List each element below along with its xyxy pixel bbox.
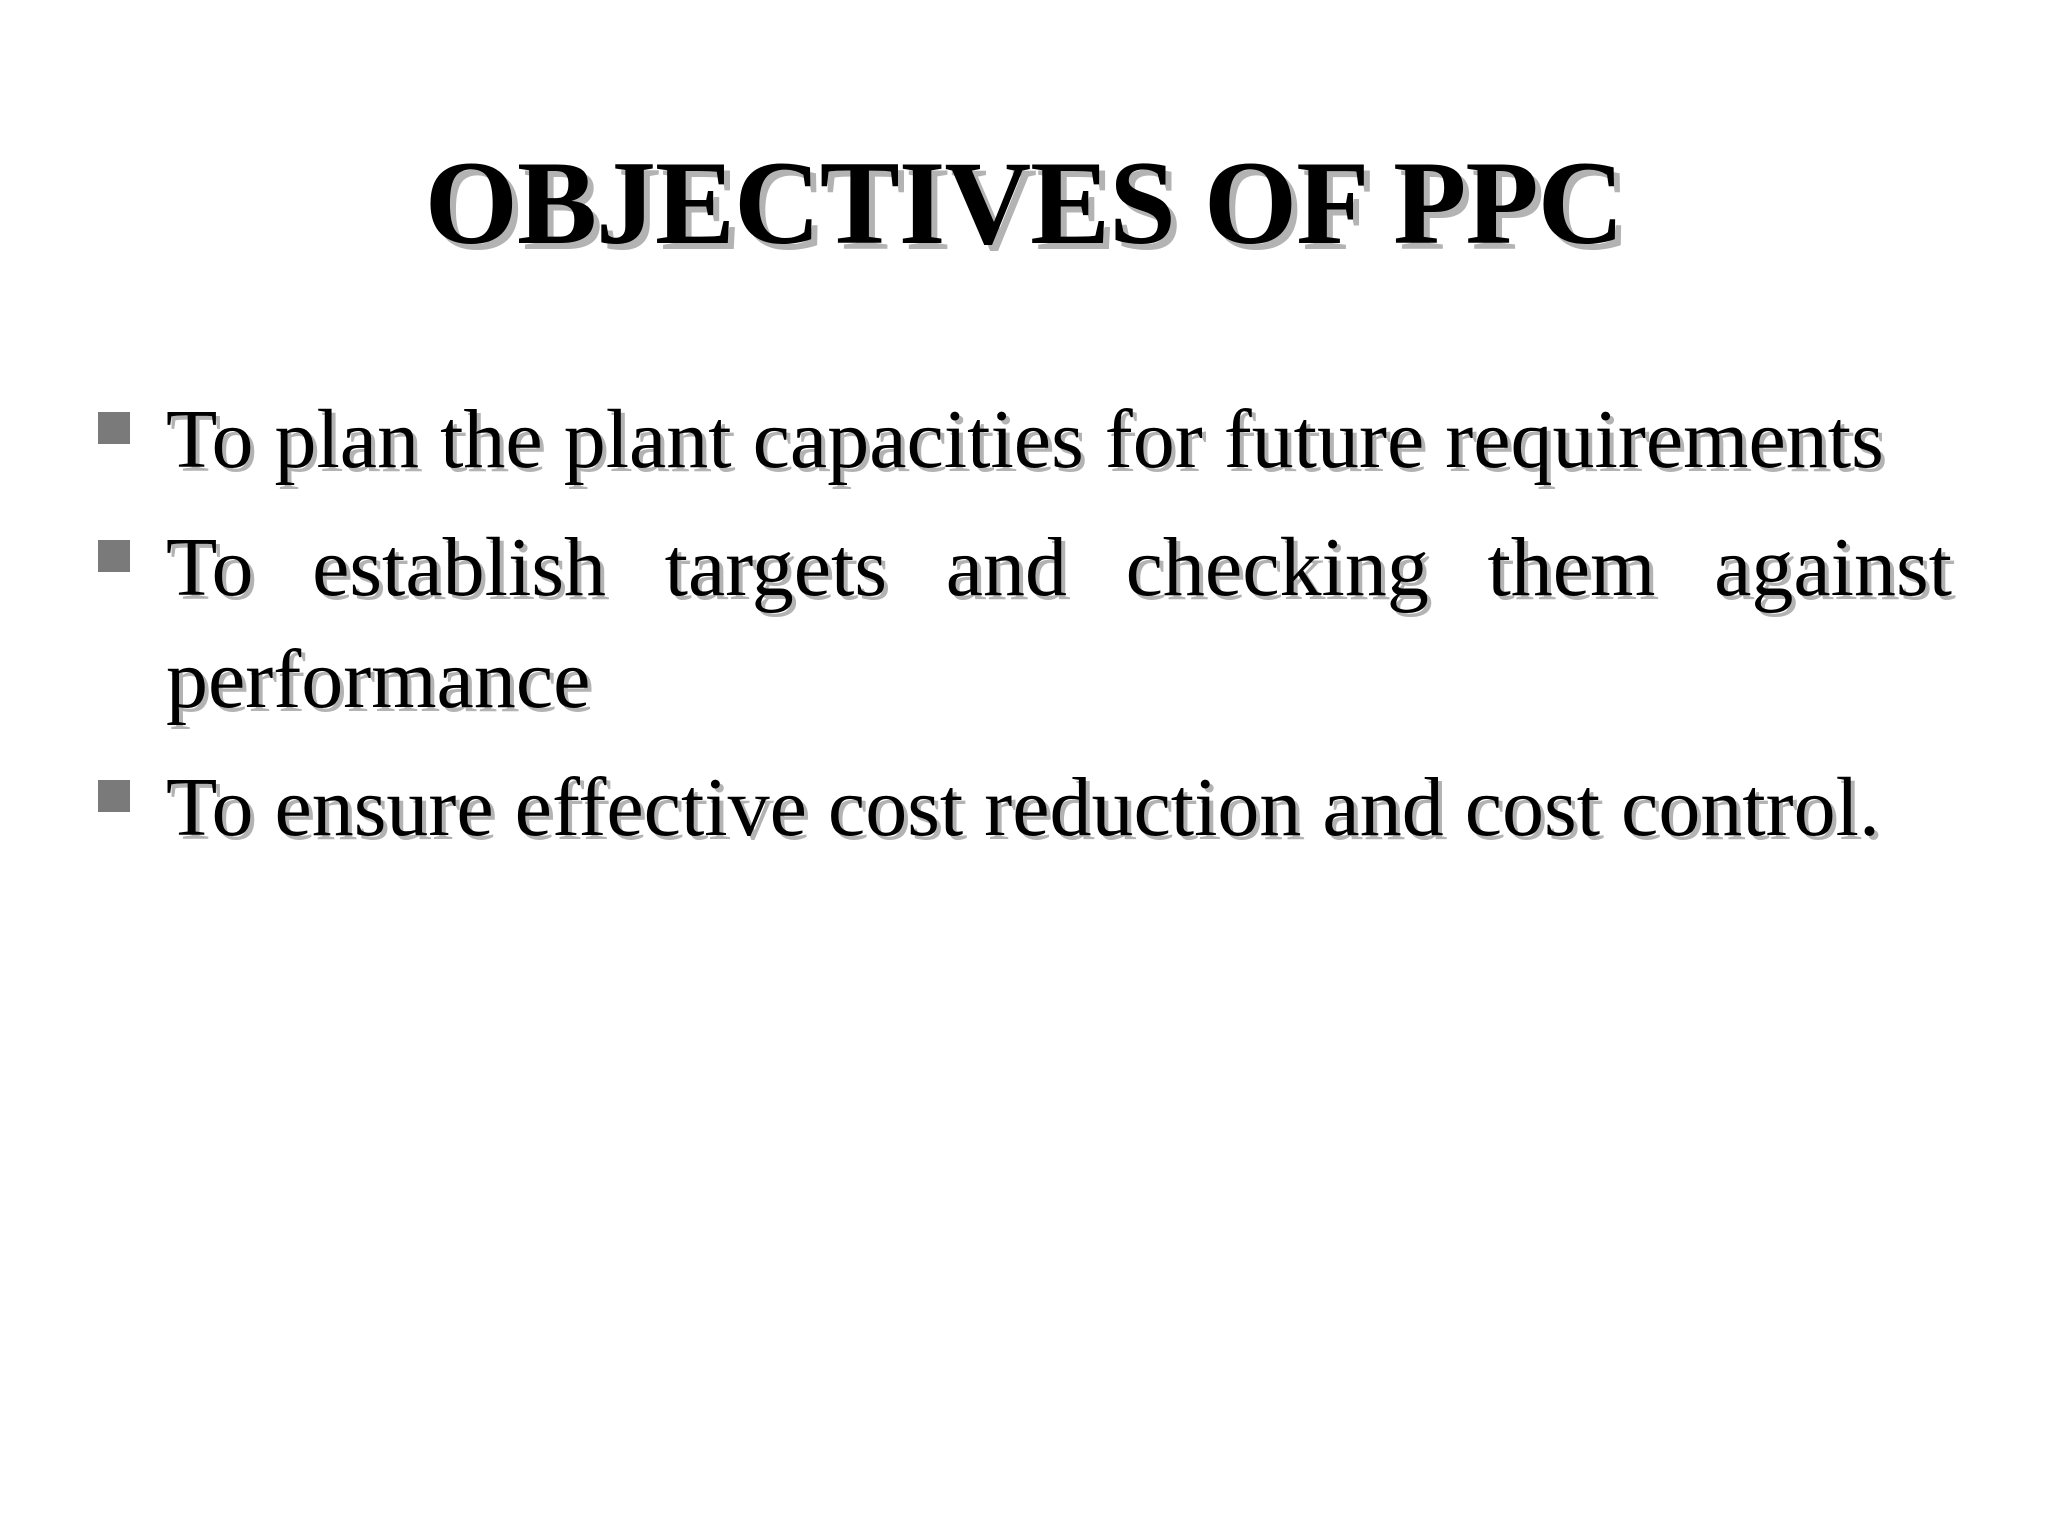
bullet-text: To establish targets and checking them against performance	[166, 521, 1952, 726]
square-bullet-icon	[98, 780, 130, 812]
square-bullet-icon	[98, 412, 130, 444]
slide-title: OBJECTIVES OF PPC	[424, 136, 1624, 269]
bullet-item	[92, 384, 1952, 496]
bullet-list	[92, 384, 1952, 880]
bullet-item	[92, 512, 1952, 736]
bullet-item	[92, 752, 1952, 864]
bullet-text: To ensure effective cost reduction and cost control.	[166, 761, 1880, 854]
square-bullet-icon	[98, 540, 130, 572]
bullet-text: To plan the plant capacities for future requirements	[166, 393, 1884, 486]
